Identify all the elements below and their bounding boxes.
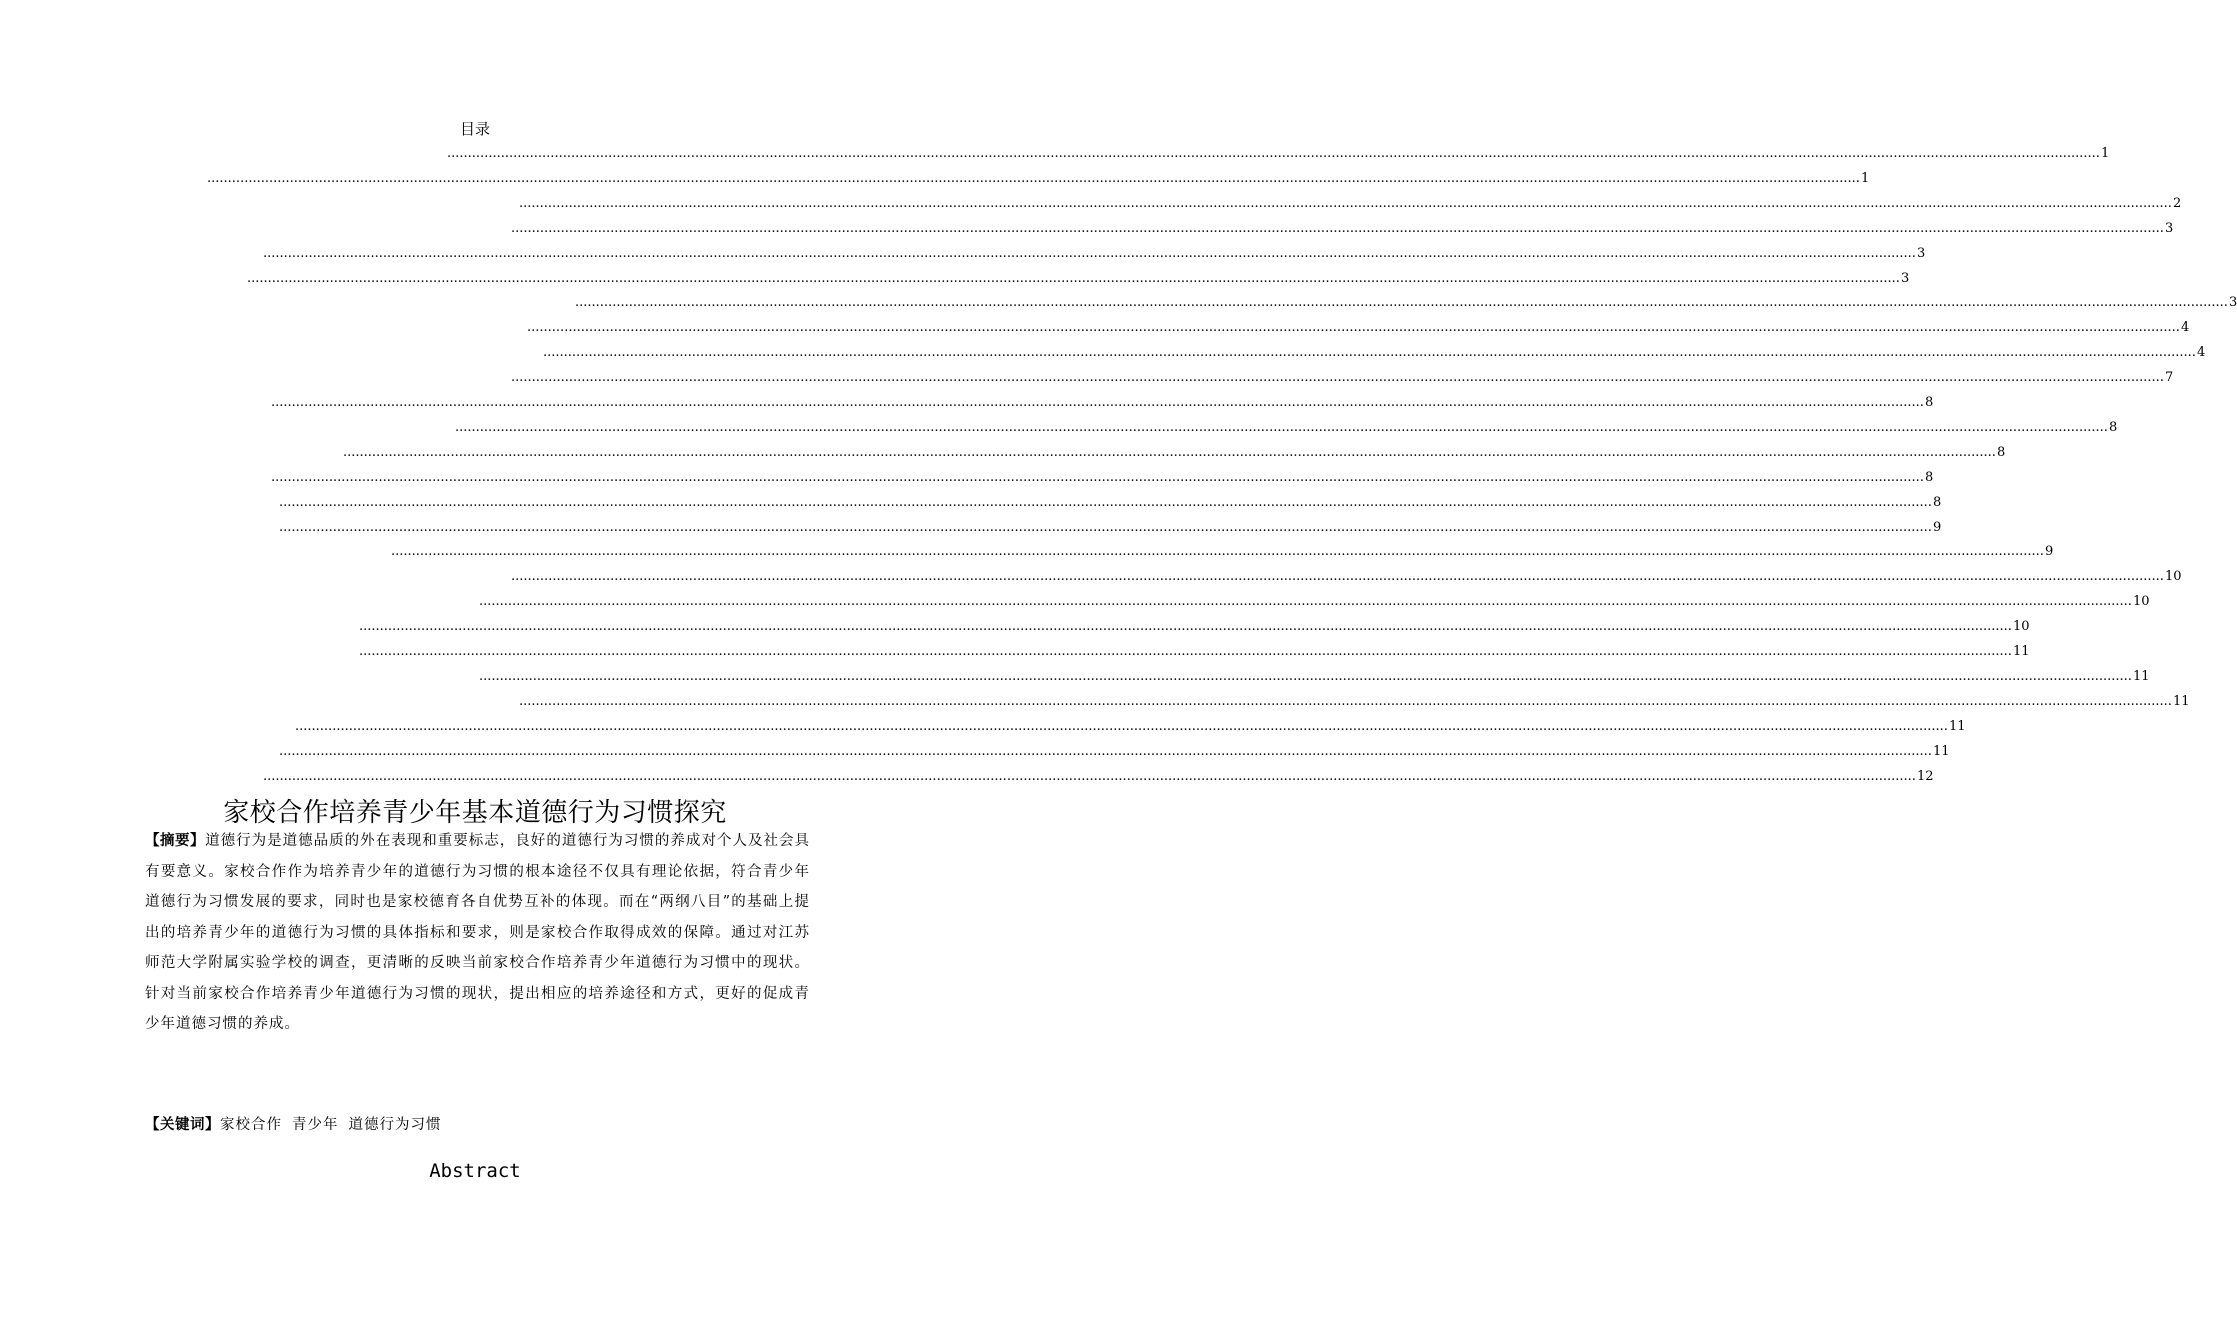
toc-page-number: 9 xyxy=(1932,519,1942,535)
abstract-text: 道德行为是道德品质的外在表现和重要标志，良好的道德行为习惯的养成对个人及社会具有要意义。家校合作作为培养青少年的道德行为习惯的根本途径不仅具有理论依据，符合青少年道德行为习惯发展的要求，同时也是家校德育各自优势互补的体现。而在“两纲八目”的基础上提出的培养青少年的道德行为习惯的具体指标和要求，则是家校合作取得成效的保障。通过对江苏师范大学附属实验学校的调查，更清晰的反映当前家校合作培养青少年道德行为习惯中的现状。针对当前家校合作培养青少年道德行为习惯的现状，提出相应的培养途径和方式，更好的促成青少年道德习惯的养成。 xyxy=(145,833,811,1032)
toc-entry[interactable] xyxy=(575,294,2237,312)
toc-page-number: 4 xyxy=(2196,345,2206,361)
toc-leader-dots: ................................................................................................................................................................................................................................................................................................................................................................................................................ xyxy=(447,146,2100,161)
toc-page-number: 8 xyxy=(2108,419,2118,435)
toc-leader-dots: ................................................................................................................................................................................................................................................................................................................................................................................................................ xyxy=(271,469,1924,485)
toc-leader-dots: ................................................................................................................................................................................................................................................................................................................................................................................................................ xyxy=(519,693,2172,709)
toc-entry[interactable] xyxy=(279,519,1942,537)
toc-leader-dots: ................................................................................................................................................................................................................................................................................................................................................................................................................ xyxy=(279,743,1932,759)
toc-page-number: 11 xyxy=(2012,644,2030,659)
toc-page-number: 3 xyxy=(1916,245,1926,261)
toc-entry[interactable] xyxy=(447,145,2110,163)
toc-leader-dots: ................................................................................................................................................................................................................................................................................................................................................................................................................ xyxy=(527,320,2180,336)
toc-entry[interactable] xyxy=(263,768,1934,786)
toc-page-number: 8 xyxy=(1932,494,1942,510)
toc-leader-dots: ................................................................................................................................................................................................................................................................................................................................................................................................................ xyxy=(479,594,2132,610)
toc-page-number: 3 xyxy=(2228,295,2237,311)
toc-entry[interactable] xyxy=(271,394,1934,412)
toc-leader-dots: ................................................................................................................................................................................................................................................................................................................................................................................................................ xyxy=(511,220,2164,236)
toc-title: 目录 xyxy=(459,120,490,138)
toc-leader-dots: ................................................................................................................................................................................................................................................................................................................................................................................................................ xyxy=(279,494,1932,510)
toc-leader-dots: ................................................................................................................................................................................................................................................................................................................................................................................................................ xyxy=(511,370,2164,386)
toc-entry[interactable] xyxy=(263,245,1926,263)
toc-entry[interactable] xyxy=(479,593,2150,611)
toc-entry[interactable] xyxy=(543,344,2206,362)
toc-entry[interactable] xyxy=(207,170,1870,188)
toc-entry[interactable] xyxy=(511,568,2182,586)
keyword: 家校合作 xyxy=(220,1117,282,1133)
toc-leader-dots: ................................................................................................................................................................................................................................................................................................................................................................................................................ xyxy=(279,519,1932,535)
toc-leader-dots: ................................................................................................................................................................................................................................................................................................................................................................................................................ xyxy=(479,668,2132,684)
toc-page-number: 9 xyxy=(2044,544,2054,560)
toc-page-number: 1 xyxy=(1860,170,1870,186)
toc-page-number: 11 xyxy=(1948,718,1966,734)
toc-leader-dots: ................................................................................................................................................................................................................................................................................................................................................................................................................ xyxy=(575,295,2228,311)
toc-entry[interactable] xyxy=(455,419,2118,437)
keyword: 道德行为习惯 xyxy=(348,1117,442,1133)
toc-leader-dots: ................................................................................................................................................................................................................................................................................................................................................................................................................ xyxy=(511,569,2164,585)
toc-page-number: 12 xyxy=(1916,768,1934,784)
toc-page-number: 10 xyxy=(2164,569,2182,585)
keywords-line xyxy=(145,1110,810,1140)
toc-leader-dots: ................................................................................................................................................................................................................................................................................................................................................................................................................ xyxy=(295,718,1948,734)
toc-entry[interactable] xyxy=(359,643,2030,661)
toc-page-number: 8 xyxy=(1996,444,2006,460)
toc-page-number: 11 xyxy=(2132,668,2150,684)
toc-leader-dots: ................................................................................................................................................................................................................................................................................................................................................................................................................ xyxy=(343,444,1996,460)
english-abstract-heading: Abstract xyxy=(429,1160,521,1182)
toc-entry[interactable] xyxy=(271,469,1934,487)
toc-page-number: 4 xyxy=(2180,320,2190,336)
toc-page-number: 2 xyxy=(2172,195,2182,211)
toc-entry[interactable] xyxy=(519,195,2182,213)
toc-page-number: 1 xyxy=(2100,146,2110,161)
toc-leader-dots: ................................................................................................................................................................................................................................................................................................................................................................................................................ xyxy=(247,270,1900,286)
abstract-paragraph xyxy=(145,826,810,1040)
toc-leader-dots: ................................................................................................................................................................................................................................................................................................................................................................................................................ xyxy=(263,768,1916,784)
toc-entry[interactable] xyxy=(511,220,2174,238)
toc-entry[interactable] xyxy=(295,718,1966,736)
toc-entry[interactable] xyxy=(479,668,2150,686)
toc-leader-dots: ................................................................................................................................................................................................................................................................................................................................................................................................................ xyxy=(207,170,1860,186)
toc-entry[interactable] xyxy=(391,543,2054,561)
toc-leader-dots: ................................................................................................................................................................................................................................................................................................................................................................................................................ xyxy=(271,395,1924,410)
toc-page-number: 10 xyxy=(2012,619,2030,635)
toc-page-number: 3 xyxy=(1900,270,1910,286)
abstract-label: 【摘要】 xyxy=(145,833,206,849)
toc-leader-dots: ................................................................................................................................................................................................................................................................................................................................................................................................................ xyxy=(543,345,2196,361)
toc-leader-dots: ................................................................................................................................................................................................................................................................................................................................................................................................................ xyxy=(359,644,2012,659)
toc-entry[interactable] xyxy=(519,693,2190,711)
toc-page-number: 8 xyxy=(1924,469,1934,485)
toc-page-number: 3 xyxy=(2164,220,2174,236)
toc-entry[interactable] xyxy=(279,494,1942,512)
toc-page-number: 10 xyxy=(2132,594,2150,610)
toc-entry[interactable] xyxy=(343,444,2006,462)
toc-leader-dots: ................................................................................................................................................................................................................................................................................................................................................................................................................ xyxy=(455,419,2108,435)
toc-page-number: 8 xyxy=(1924,395,1934,410)
keywords-label: 【关键词】 xyxy=(145,1117,220,1133)
toc-leader-dots: ................................................................................................................................................................................................................................................................................................................................................................................................................ xyxy=(359,619,2012,635)
toc-entry[interactable] xyxy=(247,270,1910,288)
paper-title: 家校合作培养青少年基本道德行为习惯探究 xyxy=(223,798,727,828)
toc-entry[interactable] xyxy=(511,369,2174,387)
toc-entry[interactable] xyxy=(527,319,2190,337)
toc-page-number: 11 xyxy=(2172,693,2190,709)
keyword: 青少年 xyxy=(292,1117,339,1133)
toc-leader-dots: ................................................................................................................................................................................................................................................................................................................................................................................................................ xyxy=(519,195,2172,211)
toc-page-number: 11 xyxy=(1932,743,1950,759)
toc-entry[interactable] xyxy=(279,743,1950,761)
toc-leader-dots: ................................................................................................................................................................................................................................................................................................................................................................................................................ xyxy=(391,544,2044,560)
toc-entry[interactable] xyxy=(359,618,2030,636)
toc-page-number: 7 xyxy=(2164,370,2174,386)
toc-leader-dots: ................................................................................................................................................................................................................................................................................................................................................................................................................ xyxy=(263,245,1916,261)
